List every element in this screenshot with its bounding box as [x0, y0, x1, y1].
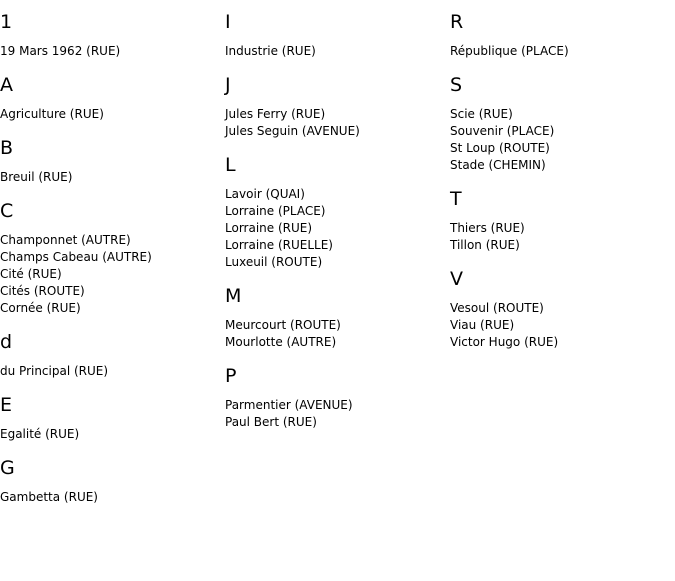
street-link[interactable]: Vesoul (ROUTE): [450, 301, 544, 315]
street-item: [450, 220, 670, 237]
letter-heading: d: [0, 331, 13, 353]
street-item: [225, 203, 445, 220]
street-item: [0, 232, 220, 249]
letter-heading: I: [225, 11, 231, 33]
street-link[interactable]: Champonnet (AUTRE): [0, 233, 131, 247]
street-link[interactable]: Champs Cabeau (AUTRE): [0, 250, 152, 264]
letter-group: [450, 9, 670, 60]
street-item: [0, 106, 220, 123]
street-item: [225, 43, 445, 60]
street-item: [225, 237, 445, 254]
street-item: [225, 123, 445, 140]
street-item: [450, 157, 670, 174]
street-item: [450, 334, 670, 351]
street-item: [0, 169, 220, 186]
letter-group: [225, 9, 445, 60]
index-column: [450, 9, 670, 363]
street-item: [225, 106, 445, 123]
street-item: [0, 300, 220, 317]
street-item: [0, 363, 220, 380]
street-item: [225, 414, 445, 431]
street-link[interactable]: Scie (RUE): [450, 107, 513, 121]
letter-heading: T: [450, 188, 462, 210]
street-link[interactable]: Stade (CHEMIN): [450, 158, 546, 172]
street-link[interactable]: Cornée (RUE): [0, 301, 81, 315]
street-item: [0, 426, 220, 443]
street-link[interactable]: St Loup (ROUTE): [450, 141, 550, 155]
letter-group: [225, 72, 445, 140]
index-column: [0, 9, 220, 518]
street-item: [450, 317, 670, 334]
letter-group: [0, 135, 220, 186]
letter-heading: G: [0, 457, 15, 479]
letter-group: [0, 455, 220, 506]
street-link[interactable]: Industrie (RUE): [225, 44, 316, 58]
street-item: [450, 300, 670, 317]
street-link[interactable]: Victor Hugo (RUE): [450, 335, 559, 349]
street-item: [450, 43, 670, 60]
letter-heading: J: [225, 74, 231, 96]
street-link[interactable]: Lavoir (QUAI): [225, 187, 305, 201]
letter-group: [0, 72, 220, 123]
street-link[interactable]: Breuil (RUE): [0, 170, 73, 184]
street-link[interactable]: Paul Bert (RUE): [225, 415, 317, 429]
letter-group: [450, 186, 670, 254]
letter-heading: P: [225, 365, 237, 387]
street-item: [0, 43, 220, 60]
letter-group: [0, 392, 220, 443]
letter-heading: B: [0, 137, 14, 159]
street-link[interactable]: Jules Seguin (AVENUE): [225, 124, 360, 138]
street-link[interactable]: Viau (RUE): [450, 318, 515, 332]
street-link[interactable]: Parmentier (AVENUE): [225, 398, 353, 412]
letter-group: [225, 152, 445, 271]
street-link[interactable]: Lorraine (RUE): [225, 221, 313, 235]
street-item: [225, 397, 445, 414]
street-link[interactable]: Jules Ferry (RUE): [225, 107, 326, 121]
letter-heading: V: [450, 268, 463, 290]
street-link[interactable]: République (PLACE): [450, 44, 569, 58]
letter-group: [0, 9, 220, 60]
street-link[interactable]: Gambetta (RUE): [0, 490, 98, 504]
street-link[interactable]: Cité (RUE): [0, 267, 62, 281]
street-item: [0, 266, 220, 283]
letter-group: [225, 283, 445, 351]
letter-heading: R: [450, 11, 464, 33]
street-item: [450, 140, 670, 157]
street-item: [0, 283, 220, 300]
street-item: [450, 123, 670, 140]
index-column: [225, 9, 445, 443]
letter-group: [0, 329, 220, 380]
street-link[interactable]: Souvenir (PLACE): [450, 124, 555, 138]
street-link[interactable]: Luxeuil (ROUTE): [225, 255, 323, 269]
street-link[interactable]: Meurcourt (ROUTE): [225, 318, 341, 332]
street-link[interactable]: 19 Mars 1962 (RUE): [0, 44, 121, 58]
street-link[interactable]: Cités (ROUTE): [0, 284, 85, 298]
letter-heading: M: [225, 285, 242, 307]
letter-heading: 1: [0, 11, 13, 33]
street-item: [450, 106, 670, 123]
letter-heading: C: [0, 200, 14, 222]
street-link[interactable]: Lorraine (PLACE): [225, 204, 326, 218]
letter-heading: S: [450, 74, 463, 96]
street-link[interactable]: du Principal (RUE): [0, 364, 109, 378]
street-link[interactable]: Thiers (RUE): [450, 221, 525, 235]
letter-group: [0, 198, 220, 317]
street-item: [450, 237, 670, 254]
street-item: [225, 334, 445, 351]
street-item: [225, 317, 445, 334]
street-link[interactable]: Egalité (RUE): [0, 427, 80, 441]
street-link[interactable]: Tillon (RUE): [450, 238, 520, 252]
street-link[interactable]: Lorraine (RUELLE): [225, 238, 333, 252]
letter-group: [450, 266, 670, 351]
street-item: [0, 249, 220, 266]
letter-heading: L: [225, 154, 236, 176]
street-item: [225, 186, 445, 203]
street-link[interactable]: Agriculture (RUE): [0, 107, 104, 121]
street-item: [225, 254, 445, 271]
letter-heading: A: [0, 74, 13, 96]
street-item: [225, 220, 445, 237]
letter-group: [225, 363, 445, 431]
letter-group: [450, 72, 670, 174]
street-item: [0, 489, 220, 506]
letter-heading: E: [0, 394, 13, 416]
street-link[interactable]: Mourlotte (AUTRE): [225, 335, 337, 349]
